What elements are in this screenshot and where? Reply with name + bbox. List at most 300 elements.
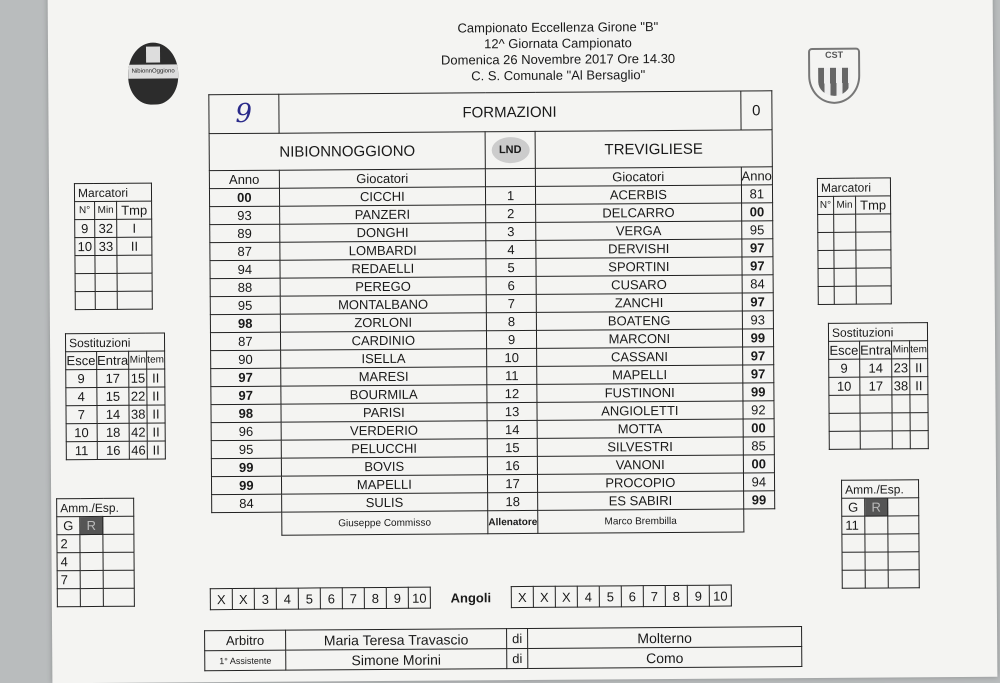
home-player: DONGHI: [279, 223, 486, 242]
cell: [80, 588, 103, 606]
cell: [860, 431, 893, 449]
logo-right-text: CST: [825, 49, 844, 60]
home-anno: 94: [210, 260, 280, 278]
shirt-number: 16: [487, 456, 537, 474]
marcatori-left-h-n: N°: [75, 201, 95, 219]
cell: [865, 552, 888, 570]
formazioni-table: [208, 90, 775, 536]
shirt-number: 12: [487, 384, 537, 402]
away-anno: 00: [743, 455, 774, 473]
away-player: CASSANI: [537, 347, 743, 366]
cell: II: [147, 387, 165, 405]
away-player: ZANCHI: [536, 293, 742, 312]
shirt-number: 7: [486, 294, 536, 312]
home-anno: 87: [210, 332, 280, 350]
angoli-home-cell: 3: [254, 588, 276, 609]
cell: 38: [893, 378, 909, 394]
home-anno: 97: [211, 386, 281, 404]
away-player: DERVISHI: [536, 239, 742, 258]
away-anno: 97: [742, 257, 773, 275]
cell: II: [910, 359, 928, 377]
shirt-number: 13: [487, 402, 537, 420]
cell: I: [117, 219, 152, 237]
home-player: MONTALBANO: [280, 295, 487, 314]
angoli-away-cell: 6: [621, 586, 643, 607]
list-item: [66, 423, 165, 442]
angoli-home-cell: 6: [320, 588, 342, 609]
cell: [834, 214, 856, 232]
amm-right-title: Amm./Esp.: [842, 480, 919, 499]
cell: II: [147, 423, 165, 441]
angoli-label: Angoli: [450, 589, 492, 606]
amm-left-g: G: [57, 517, 80, 535]
home-player: MAPELLI: [281, 475, 488, 494]
cell: [829, 395, 860, 413]
cell: 23: [893, 360, 909, 376]
shirt-number: 14: [487, 420, 537, 438]
logo-left-text: NibionnOggiono: [128, 64, 178, 78]
away-player: BOATENG: [536, 311, 742, 330]
angoli-away-cell: X: [511, 586, 533, 607]
list-item: [66, 387, 165, 406]
coach-label: Allenatore: [488, 510, 538, 533]
away-player: VERGA: [536, 221, 742, 240]
cell: [892, 413, 910, 431]
home-player: VERDERIO: [281, 421, 488, 440]
cell: [888, 552, 919, 570]
home-player: LOMBARDI: [279, 241, 486, 260]
cell: [829, 413, 860, 431]
amm-right-g: G: [842, 498, 865, 516]
ass1-di: di: [507, 648, 528, 668]
marcatori-right-h-tmp: Tmp: [856, 196, 891, 214]
cell: [80, 534, 103, 552]
cell: [910, 395, 928, 413]
col-anno-home: Anno: [209, 170, 279, 188]
cell: 7: [57, 571, 80, 589]
shirt-number: 11: [487, 366, 537, 384]
home-anno: 88: [210, 278, 280, 296]
amm-esp-left: [56, 498, 135, 608]
cell: 22: [130, 388, 146, 404]
angoli-home-cell: 5: [298, 588, 320, 609]
sost-left-h-min: Min: [129, 351, 147, 369]
home-anno: 99: [211, 458, 281, 476]
cell: [856, 250, 891, 268]
cell: 38: [130, 406, 146, 422]
cell: [818, 232, 834, 250]
marcatori-right-h-min: Min: [833, 196, 855, 214]
angoli-home-cell: 8: [364, 587, 386, 608]
cell: [75, 255, 95, 273]
cell: [842, 552, 865, 570]
list-item: [842, 570, 919, 589]
cell: [856, 268, 891, 286]
shirt-number: 17: [488, 474, 538, 492]
cell: [80, 570, 103, 588]
nibionnoggiono-logo: [128, 42, 178, 104]
away-anno: 97: [741, 239, 772, 257]
away-player: SILVESTRI: [537, 437, 743, 456]
cell: 42: [131, 424, 146, 440]
home-anno: 98: [210, 314, 280, 332]
arbitro-city: Molterno: [528, 627, 802, 649]
ass1-name: Simone Morini: [286, 649, 507, 671]
angoli-away-cell: X: [555, 586, 577, 607]
away-anno: 97: [742, 293, 773, 311]
away-player: CUSARO: [536, 275, 742, 294]
cell: 32: [95, 219, 117, 237]
tower-icon: [146, 47, 160, 63]
sost-right-h-min: Min: [892, 341, 910, 359]
list-item: [75, 273, 152, 292]
cell: [910, 431, 928, 449]
header-line3: Domenica 26 Novembre 2017 Ore 14.30: [440, 50, 676, 68]
sost-left-h-esce: Esce: [66, 352, 96, 369]
list-item: [57, 552, 134, 571]
arbitro-label: Arbitro: [205, 630, 286, 651]
sost-right-h-tem: tem: [909, 341, 927, 359]
away-player: FUSTINONI: [537, 383, 743, 402]
home-player: REDAELLI: [280, 259, 487, 278]
sostituzioni-left: [65, 332, 166, 460]
angoli-home-cell: 7: [342, 588, 364, 609]
home-anno: 89: [210, 224, 280, 242]
cell: [865, 570, 888, 588]
header-line2: 12^ Giornata Campionato: [484, 35, 632, 52]
cell: [834, 286, 856, 304]
cell: [818, 286, 834, 304]
list-item: [75, 291, 152, 310]
cell: [834, 232, 856, 250]
cell: [75, 291, 95, 309]
cell: [860, 395, 893, 413]
shirt-number: 5: [486, 258, 536, 276]
cell: 11: [842, 516, 865, 534]
arbitro-di: di: [507, 628, 528, 648]
list-item: [829, 395, 928, 414]
list-item: [75, 237, 152, 256]
home-anno: 95: [211, 440, 281, 458]
sost-left-title: Sostituzioni: [65, 333, 164, 352]
cell: 14: [859, 359, 892, 377]
cell: [892, 395, 910, 413]
cell: [103, 552, 134, 570]
cell: [856, 214, 891, 232]
cell: [117, 291, 152, 309]
away-player: SPORTINI: [536, 257, 742, 276]
list-item: [829, 431, 928, 450]
formazioni-title: FORMAZIONI: [278, 91, 740, 133]
marcatori-right: [817, 177, 892, 305]
cell: 14: [97, 405, 130, 423]
cell: [57, 589, 80, 607]
home-player: PEREGO: [280, 277, 487, 296]
header-line1: Campionato Eccellenza Girone "B": [457, 19, 659, 36]
shirt-number: 4: [486, 240, 536, 258]
home-anno: 87: [210, 242, 280, 260]
home-anno: 93: [210, 206, 280, 224]
away-anno: 95: [741, 221, 772, 239]
angoli-home-cell: 9: [386, 587, 408, 608]
cell: [842, 534, 865, 552]
cell: 17: [859, 377, 892, 395]
list-item: [842, 534, 919, 553]
cell: 9: [75, 219, 95, 237]
home-player: MARESI: [280, 367, 487, 386]
arbitro-name: Maria Teresa Travascio: [286, 629, 507, 651]
angoli-away-cell: X: [533, 586, 555, 607]
col-anno-away: Anno: [741, 168, 772, 184]
cell: [103, 588, 134, 606]
cell: [117, 273, 152, 291]
cell: [80, 552, 103, 570]
cell: 16: [97, 441, 130, 459]
cell: 7: [66, 405, 97, 423]
list-item: [818, 250, 891, 269]
marcatori-left-title: Marcatori: [74, 183, 151, 202]
sostituzioni-right: [828, 322, 929, 450]
away-anno: 99: [742, 329, 773, 347]
home-anno: 97: [211, 368, 281, 386]
angoli-home-cell: 10: [408, 587, 430, 608]
shirt-number: 6: [486, 276, 536, 294]
shirt-number: 8: [486, 312, 536, 330]
cell: 46: [131, 442, 146, 458]
home-anno: 99: [211, 476, 281, 494]
away-anno: 94: [743, 473, 774, 491]
lnd-logo-text: LND: [491, 137, 529, 163]
home-player: PELUCCHI: [281, 439, 488, 458]
list-item: [842, 552, 919, 571]
cell: 4: [57, 553, 80, 571]
ass1-city: Como: [528, 647, 802, 669]
angoli-home-cell: X: [210, 589, 232, 610]
away-anno: 99: [742, 383, 773, 401]
marcatori-left-h-tmp: Tmp: [117, 201, 152, 219]
cell: 4: [66, 387, 97, 405]
list-item: [57, 534, 134, 553]
shirt-number: 18: [488, 492, 538, 510]
angoli-away-cell: 8: [665, 585, 687, 606]
cell: II: [147, 405, 165, 423]
cell: 10: [829, 377, 860, 395]
cell: [834, 268, 856, 286]
away-anno: 81: [741, 185, 772, 203]
home-player: CARDINIO: [280, 331, 487, 350]
ass1-label: 1° Assistente: [205, 650, 286, 671]
away-anno: 97: [742, 347, 773, 365]
away-team-name: TREVIGLIESE: [535, 130, 772, 169]
list-item: [842, 516, 919, 535]
score: 0: [740, 91, 772, 130]
list-item: [818, 214, 891, 233]
trevigliese-logo: [808, 48, 860, 104]
cell: [910, 413, 928, 431]
cell: [888, 570, 919, 588]
home-anno: 96: [211, 422, 281, 440]
list-item: [829, 359, 928, 378]
away-player: ES SABIRI: [538, 491, 744, 510]
away-player: ACERBIS: [535, 185, 741, 204]
cell: 10: [66, 423, 97, 441]
handwritten-number: 9: [209, 94, 279, 133]
away-anno: 00: [741, 203, 772, 221]
home-player: PARISI: [281, 403, 488, 422]
home-anno: 95: [210, 296, 280, 314]
cell: [842, 570, 865, 588]
shirt-number: 9: [487, 330, 537, 348]
header: [348, 18, 768, 85]
cell: 9: [829, 359, 860, 377]
cell: [103, 570, 134, 588]
cell: [888, 534, 919, 552]
away-anno: 85: [743, 437, 774, 455]
list-item: [818, 286, 891, 305]
shirt-number: 15: [487, 438, 537, 456]
cell: [95, 273, 117, 291]
home-player: CICCHI: [279, 187, 486, 206]
sost-left-h-entra: Entra: [97, 352, 129, 368]
amm-esp-right: [841, 479, 920, 589]
angoli-home-cell: X: [232, 588, 254, 609]
list-item: [75, 255, 152, 274]
list-item: [818, 268, 891, 287]
sost-right-title: Sostituzioni: [828, 323, 927, 342]
amm-left-r: R: [80, 516, 103, 534]
sost-left-h-tem: tem: [147, 351, 165, 369]
cell: 33: [95, 237, 117, 255]
amm-left-title: Amm./Esp.: [57, 498, 134, 517]
cell: 2: [57, 535, 80, 553]
cell: 18: [97, 423, 130, 441]
cell: 15: [130, 370, 146, 386]
referee-table: [204, 626, 802, 671]
list-item: [829, 413, 928, 432]
cell: 11: [66, 441, 97, 459]
shirt-number: 1: [486, 186, 536, 204]
angoli-home-cell: 4: [276, 588, 298, 609]
list-item: [66, 405, 165, 424]
list-item: [66, 441, 165, 460]
marcatori-right-title: Marcatori: [817, 178, 890, 197]
home-anno: 90: [211, 350, 281, 368]
shirt-number: 2: [486, 204, 536, 222]
list-item: [818, 232, 891, 251]
cell: [834, 250, 856, 268]
cell: [75, 273, 95, 291]
cell: [856, 286, 891, 304]
away-anno: 84: [742, 275, 773, 293]
angoli-away-cell: 4: [577, 586, 599, 607]
cell: [818, 250, 834, 268]
cell: 17: [96, 369, 129, 387]
angoli-away-cell: 7: [643, 586, 665, 607]
lnd-logo: [485, 131, 535, 168]
home-player: PANZERI: [279, 205, 486, 224]
cell: II: [147, 441, 165, 459]
home-anno: 84: [212, 494, 282, 512]
list-item: [75, 219, 152, 238]
home-team-name: NIBIONNOGGIONO: [209, 132, 485, 171]
home-player: ISELLA: [280, 349, 487, 368]
cell: 9: [66, 369, 97, 387]
cell: [95, 291, 117, 309]
away-anno: 97: [742, 365, 773, 383]
cell: [818, 214, 834, 232]
list-item: [57, 570, 134, 589]
home-player: BOVIS: [281, 457, 488, 476]
away-player: MOTTA: [537, 419, 743, 438]
cell: II: [910, 377, 928, 395]
home-coach: Giuseppe Commisso: [281, 511, 488, 535]
away-player: PROCOPIO: [537, 473, 743, 492]
cell: [860, 413, 893, 431]
away-player: ANGIOLETTI: [537, 401, 743, 420]
cell: 15: [96, 387, 129, 405]
list-item: [829, 377, 928, 396]
away-anno: 92: [743, 401, 774, 419]
cell: [856, 232, 891, 250]
cell: II: [117, 237, 152, 255]
marcatori-right-h-n: N°: [818, 196, 834, 214]
shirt-number: 3: [486, 222, 536, 240]
marcatori-left: [74, 183, 153, 311]
away-coach: Marco Brembilla: [538, 509, 744, 533]
cell: [95, 255, 117, 273]
header-line4: C. S. Comunale "Al Bersaglio": [471, 67, 646, 84]
away-anno: 93: [742, 311, 773, 329]
cell: [865, 516, 888, 534]
cell: [829, 431, 860, 449]
col-giocatori-away: Giocatori: [535, 167, 741, 186]
cell: [893, 431, 911, 449]
home-player: BOURMILA: [280, 385, 487, 404]
cell: [103, 534, 134, 552]
home-player: ZORLONI: [280, 313, 487, 332]
cell: [865, 534, 888, 552]
away-player: MARCONI: [536, 329, 742, 348]
home-anno: 98: [211, 404, 281, 422]
angoli-table: [210, 585, 732, 611]
angoli-away-cell: 10: [709, 585, 731, 606]
away-player: DELCARRO: [536, 203, 742, 222]
amm-right-r: R: [865, 498, 888, 516]
list-item: [57, 588, 134, 607]
cell: [818, 268, 834, 286]
home-player: SULIS: [281, 493, 488, 512]
list-item: [66, 369, 165, 388]
away-anno: 00: [743, 419, 774, 437]
sost-right-h-entra: Entra: [859, 342, 892, 358]
sost-right-h-esce: Esce: [829, 342, 859, 358]
stripes-icon: [818, 68, 850, 96]
away-player: MAPELLI: [537, 365, 743, 384]
cell: [888, 516, 919, 534]
marcatori-left-h-min: Min: [95, 201, 117, 219]
match-sheet: [48, 0, 998, 683]
col-giocatori-home: Giocatori: [279, 169, 486, 188]
away-anno: 99: [743, 491, 774, 509]
cell: [117, 255, 152, 273]
cell: 10: [75, 237, 95, 255]
cell: II: [147, 369, 165, 387]
angoli-away-cell: 5: [599, 586, 621, 607]
away-player: VANONI: [537, 455, 743, 474]
shirt-number: 10: [487, 348, 537, 366]
angoli-away-cell: 9: [687, 585, 709, 606]
home-anno: 00: [209, 188, 279, 206]
